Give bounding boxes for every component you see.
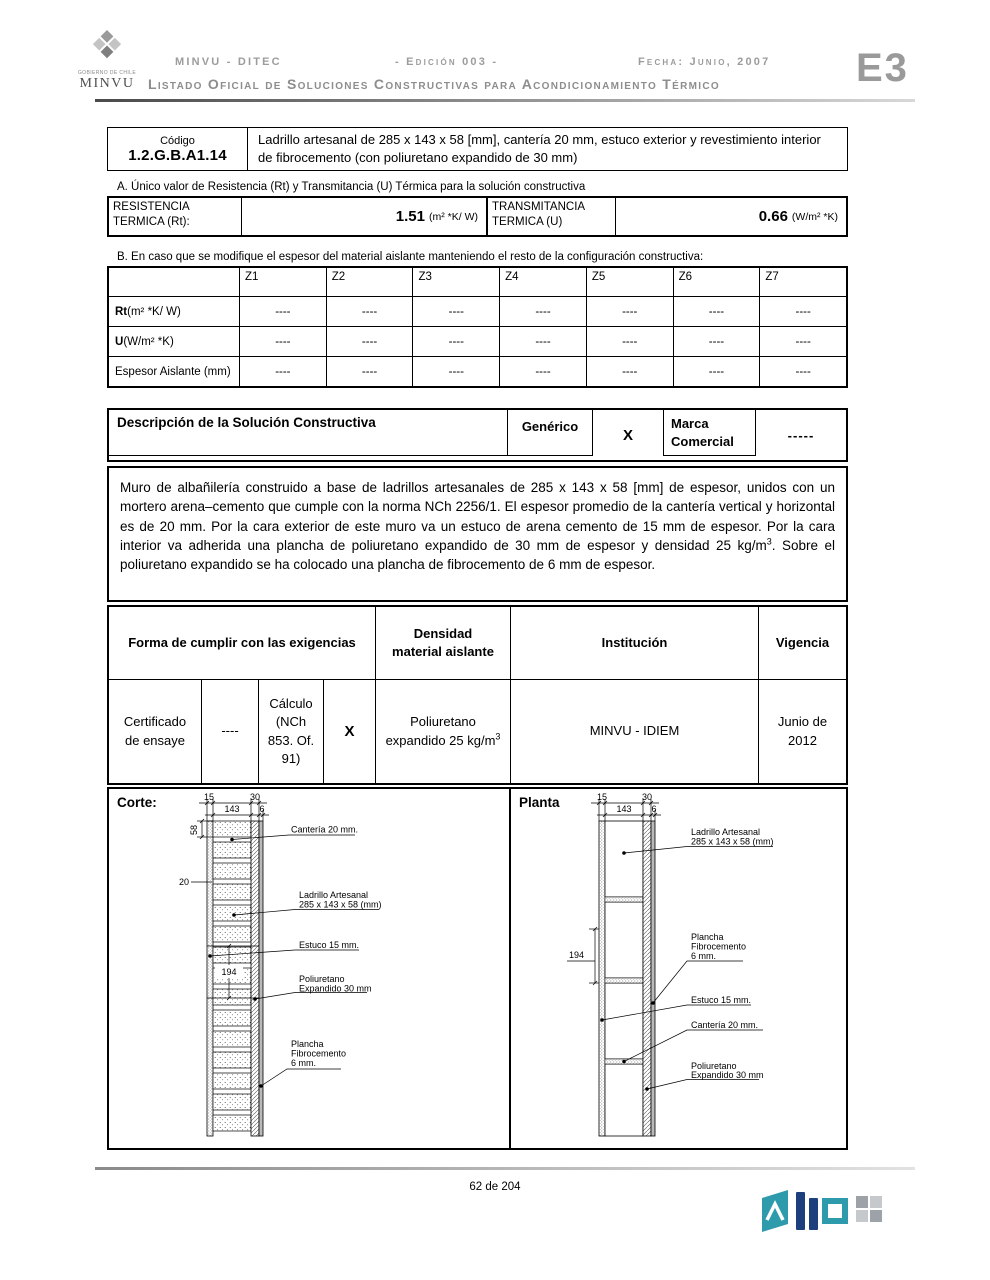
seccion-b-titulo: B. En caso que se modifique el espesor del material aislante manteniendo el resto de la configuración constructiva: — [117, 251, 704, 263]
corte-label-poliuretano-2: Expandido 30 mm — [299, 983, 372, 994]
planta-titulo: Planta — [519, 795, 560, 810]
resistencia-label: RESISTENCIA TERMICA (Rt): — [109, 198, 242, 235]
codigo-descripcion-cell — [248, 128, 847, 170]
z-row-rt — [109, 296, 846, 326]
corte-dim-194: 194 — [221, 967, 237, 977]
page-number: 62 de 204 — [469, 1181, 521, 1193]
corte-label-estuco: Estuco 15 mm. — [299, 940, 360, 950]
densidad-superindice: 3 — [495, 731, 501, 742]
planta-dim-15: 15 — [596, 792, 608, 802]
footer-logo-square — [822, 1198, 848, 1224]
minvu-logo-icon — [83, 28, 131, 64]
planta-label-estuco: Estuco 15 mm. — [691, 995, 752, 1005]
resistencia-table — [107, 196, 848, 237]
generico-valor: X — [622, 426, 633, 444]
corte-estuco-layer — [207, 821, 213, 1136]
z-col-z6: Z6 — [674, 268, 761, 296]
z-value: ---- — [327, 357, 414, 386]
corte-label-plancha-2: Fibrocemento — [291, 1048, 347, 1059]
planta-dim-194: 194 — [569, 950, 585, 960]
z-value: ---- — [240, 297, 327, 326]
col-vigencia: Vigencia — [775, 635, 830, 651]
z-value: ---- — [674, 327, 761, 356]
z-value: ---- — [240, 327, 327, 356]
z-header-empty — [109, 268, 240, 296]
planta-dim-30: 30 — [641, 792, 653, 802]
marca-comercial-valor: ----- — [787, 427, 815, 443]
tabla-espesores — [107, 266, 848, 388]
footer-logo — [762, 1188, 902, 1242]
footer-divider — [95, 1167, 915, 1170]
footer-logo-bars — [796, 1192, 818, 1230]
calculo-cell: Cálculo (NCh 853. Of. 91) — [259, 680, 324, 783]
z-value: ---- — [500, 297, 587, 326]
z-col-z5: Z5 — [587, 268, 674, 296]
corte-panel — [107, 787, 510, 1150]
z-col-z2: Z2 — [327, 268, 414, 296]
corte-dim-30: 30 — [249, 792, 261, 802]
corte-titulo: Corte: — [117, 795, 157, 810]
corte-labels — [291, 825, 382, 1069]
descripcion-cuerpo — [107, 466, 848, 602]
seccion-a-titulo: A. Único valor de Resistencia (Rt) y Transmitancia (U) Térmica para la solución constructiva — [117, 181, 586, 193]
z-row-u-label — [109, 327, 240, 356]
z-row-rt-label — [109, 297, 240, 326]
planta-label-poliuretano-2: Expandido 30 mm — [691, 1070, 764, 1080]
col-institucion: Institución — [511, 607, 759, 679]
transmitancia-value-cell — [616, 198, 846, 235]
z-row-rt-label-bold: Rt — [115, 305, 128, 318]
footer-logo-flag — [762, 1190, 788, 1232]
corte-dim-143: 143 — [224, 804, 240, 814]
planta-label-plancha-2: Fibrocemento — [691, 941, 747, 952]
corte-label-ladrillo-1: Ladrillo Artesanal — [299, 890, 369, 900]
planta-label-poliuretano-1: Poliuretano — [691, 1061, 737, 1071]
planta-label-ladrillo-1: Ladrillo Artesanal — [691, 827, 761, 837]
corte-dim-20: 20 — [179, 877, 190, 887]
codigo-descripcion: Ladrillo artesanal de 285 x 143 x 58 [mm], cantería 20 mm, estuco exterior y revestimiento interior de fibrocemento (con poliuretano expandido de 30 mm) — [258, 131, 821, 165]
corte-drawing — [109, 791, 508, 1145]
z-row-rt-label-text: (m² *K/ W) — [127, 305, 181, 318]
z-value: ---- — [327, 297, 414, 326]
corte-label-ladrillo-2: 285 x 143 x 58 (mm) — [299, 899, 382, 910]
header-meta-center: - Edición 003 - — [395, 56, 499, 68]
generico-label: Genérico — [508, 410, 593, 456]
planta-label-ladrillo-2: 285 x 143 x 58 (mm) — [691, 836, 774, 847]
guiones-cell: ---- — [202, 680, 259, 783]
page-code: E3 — [856, 46, 909, 90]
z-value: ---- — [413, 357, 500, 386]
codigo-label: Código — [160, 134, 195, 147]
z-value: ---- — [674, 357, 761, 386]
corte-label-canteria: Cantería 20 mm. — [291, 824, 359, 835]
descripcion-header-table — [107, 408, 848, 462]
planta-dim-143: 143 — [616, 804, 632, 814]
certificado-cell: Certificado de ensaye — [109, 680, 202, 783]
z-row-u-label-text: (W/m² *K) — [123, 335, 174, 348]
z-row-espesor — [109, 356, 846, 386]
planta-fibrocemento-layer — [651, 821, 655, 1136]
resistencia-value-cell — [242, 198, 488, 235]
z-col-z1: Z1 — [240, 268, 327, 296]
densidad-cell — [376, 680, 511, 783]
z-value: ---- — [413, 297, 500, 326]
footer-logo-gray-squares — [856, 1196, 882, 1222]
z-row-u-label-bold: U — [115, 335, 124, 348]
z-value: ---- — [587, 297, 674, 326]
cumplimiento-value-row — [109, 680, 846, 783]
marca-x-cell: X — [324, 680, 376, 783]
col-densidad: Densidad material aislante — [376, 607, 511, 679]
z-col-z7: Z7 — [765, 271, 779, 283]
corte-label-poliuretano-1: Poliuretano — [299, 974, 345, 984]
corte-fibrocemento-layer — [259, 821, 263, 1136]
transmitancia-unit: (W/m² *K) — [791, 210, 838, 223]
z-value: ---- — [413, 327, 500, 356]
z-value: ---- — [240, 357, 327, 386]
institucion-cell: MINVU - IDIEM — [511, 680, 759, 783]
descripcion-texto-2: . Sobre el poliuretano expandido se ha colocado una plancha de fibrocemento de 6 mm de espesor. — [120, 537, 835, 573]
col-forma: Forma de cumplir con las exigencias — [109, 607, 376, 679]
z-value: ---- — [587, 357, 674, 386]
z-value: ---- — [674, 297, 761, 326]
z-row-espesor-label-text: Espesor Aislante (mm) — [115, 365, 231, 378]
corte-label-plancha-3: 6 mm. — [291, 1058, 317, 1068]
header-divider — [95, 99, 915, 102]
header-meta-left: MINVU - DITEC — [175, 56, 282, 68]
planta-panel — [510, 787, 848, 1150]
z-value: ---- — [500, 327, 587, 356]
transmitancia-label: TRANSMITANCIA TERMICA (U) — [488, 198, 616, 235]
header-meta-right: Fecha: Junio, 2007 — [638, 56, 771, 68]
z-row-u — [109, 326, 846, 356]
z-row-espesor-label — [109, 357, 240, 386]
planta-estuco-layer — [599, 821, 605, 1136]
z-col-z3: Z3 — [413, 268, 500, 296]
corte-poliuretano-layer — [251, 821, 259, 1136]
cumplimiento-header-row — [109, 607, 846, 680]
cumplimiento-table — [107, 605, 848, 785]
document-title: Listado Oficial de Soluciones Constructivas para Acondicionamiento Térmico — [148, 76, 720, 92]
planta-drawing — [511, 791, 843, 1145]
descripcion-texto-1: Muro de albañilería construido a base de ladrillos artesanales de 285 x 143 x 58 [mm] de espesor, unidos con un mortero arena–cemento que cumple con la norma NCh 2256/1. El espesor promedio de la cantería vertical y horizontal es de 20 mm. Por la cara exterior de este muro va un estuco de arena cemento de 15 mm de espesor. Por la cara interior va adherida una plancha de poliuretano expandido de 30 mm de espesor y densidad 25 kg/m — [120, 480, 835, 553]
densidad-texto: Poliuretano expandido 25 kg/m — [385, 714, 496, 748]
planta-dim-6: 6 — [651, 804, 657, 814]
z-value: ---- — [500, 357, 587, 386]
codigo-table — [107, 127, 848, 171]
planta-labels — [691, 827, 774, 1080]
planta-label-canteria: Cantería 20 mm. — [691, 1020, 759, 1030]
z-value: ---- — [587, 327, 674, 356]
descripcion-titulo: Descripción de la Solución Constructiva — [109, 410, 508, 456]
logo-agency-text: GOBIERNO DE CHILE — [77, 70, 137, 76]
descripcion-superindice: 3 — [766, 536, 772, 547]
densidad-texto-wrap — [382, 713, 504, 749]
z-col-z4: Z4 — [500, 268, 587, 296]
z-header-row — [109, 268, 846, 296]
resistencia-unit: (m² *K/ W) — [429, 210, 478, 223]
codigo-cell — [108, 128, 248, 170]
vigencia-cell: Junio de 2012 — [777, 714, 828, 748]
planta-label-plancha-1: Plancha — [691, 932, 724, 942]
dibujos-section — [107, 787, 848, 1150]
corte-dim-6: 6 — [259, 804, 265, 814]
corte-dim-15: 15 — [203, 792, 215, 802]
z-value: ---- — [795, 305, 811, 318]
logo-brand-text: MINVU — [79, 76, 135, 91]
z-value: ---- — [795, 335, 811, 348]
transmitancia-value: 0.66 — [758, 208, 788, 225]
marca-comercial-label: Marca Comercial — [663, 410, 756, 456]
minvu-logo — [68, 28, 146, 92]
corte-dim-58: 58 — [189, 824, 199, 835]
z-value: ---- — [795, 365, 811, 378]
z-value: ---- — [327, 327, 414, 356]
planta-label-plancha-3: 6 mm. — [691, 951, 717, 961]
corte-label-plancha-1: Plancha — [291, 1039, 324, 1049]
codigo-value: 1.2.G.B.A1.14 — [128, 146, 227, 164]
resistencia-value: 1.51 — [395, 208, 425, 225]
